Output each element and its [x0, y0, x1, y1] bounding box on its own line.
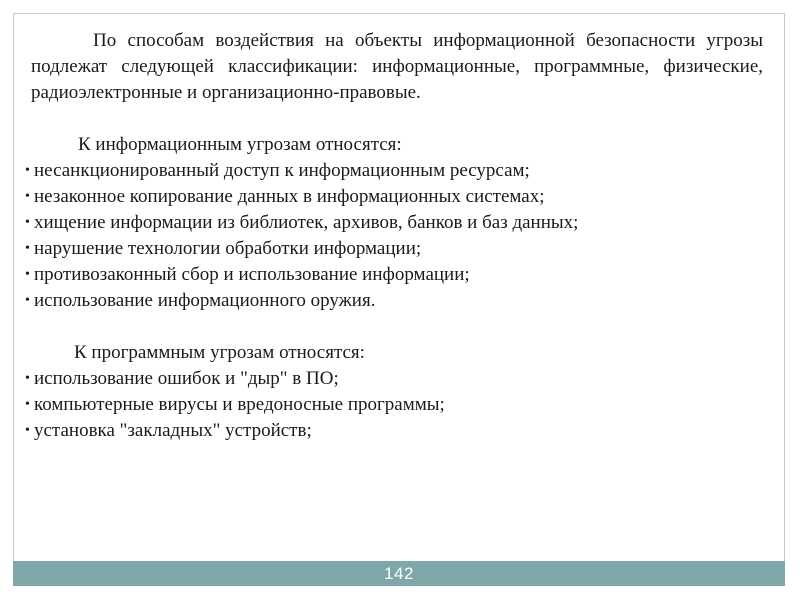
- page-number: 142: [384, 563, 414, 583]
- section-information-threats: [31, 132, 763, 314]
- section-software-threats: [31, 340, 763, 444]
- bullet-list: [31, 366, 763, 444]
- list-item: • компьютерные вирусы и вредоносные программы;: [25, 392, 763, 418]
- list-item: • использование информационного оружия.: [25, 288, 763, 314]
- section-heading: К информационным угрозам относятся:: [78, 134, 402, 155]
- intro-paragraph: По способам воздействия на объекты информационной безопасности угрозы подлежат следующей классификации: информационные, программные, физические, радиоэлектронные и организационно-правовые.: [31, 30, 763, 103]
- bullet-list: [31, 158, 763, 314]
- section-heading: К программным угрозам относятся:: [74, 342, 365, 363]
- list-item: • противозаконный сбор и использование информации;: [25, 262, 763, 288]
- list-item: • нарушение технологии обработки информации;: [25, 236, 763, 262]
- list-item: • хищение информации из библиотек, архивов, банков и баз данных;: [25, 210, 763, 236]
- footer-bar: [13, 561, 785, 586]
- list-item: • несанкционированный доступ к информационным ресурсам;: [25, 158, 763, 184]
- list-item: • установка "закладных" устройств;: [25, 418, 763, 444]
- list-item: • незаконное копирование данных в информационных системах;: [25, 184, 763, 210]
- list-item: • использование ошибок и "дыр" в ПО;: [25, 366, 763, 392]
- slide-content: [31, 28, 763, 444]
